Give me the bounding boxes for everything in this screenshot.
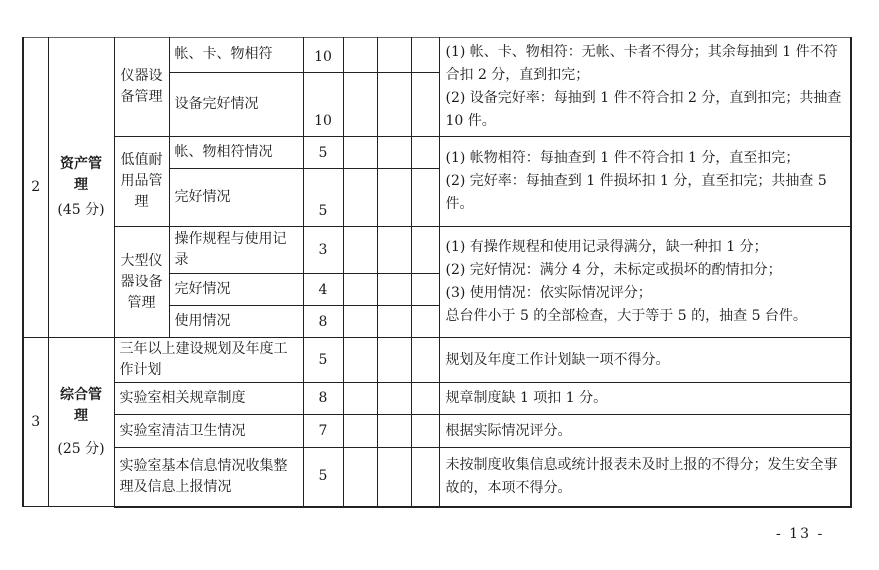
item-name: 完好情况 xyxy=(169,274,303,306)
group-name: 低值耐用品管理 xyxy=(114,137,169,227)
blank-cell xyxy=(377,383,411,415)
blank-cell xyxy=(411,448,439,507)
rule-cell: 未按制度收集信息或统计报表未及时上报的不得分；发生安全事故的，本项不得分。 xyxy=(439,448,851,507)
blank-cell xyxy=(411,338,439,383)
item-name: 操作规程与使用记录 xyxy=(169,227,303,274)
item-points: 10 xyxy=(303,72,343,136)
blank-cell xyxy=(377,169,411,227)
rule-line: (1) 有操作规程和使用记录得满分，缺一种扣 1 分； xyxy=(445,239,768,255)
rule-line: (2) 完好情况：满分 4 分，未标定或损坏的酌情扣分； xyxy=(445,262,782,278)
table-row xyxy=(23,338,851,383)
blank-cell xyxy=(343,306,377,338)
blank-cell xyxy=(343,448,377,507)
blank-cell xyxy=(343,338,377,383)
rule-cell: 根据实际情况评分。 xyxy=(439,415,851,448)
blank-cell xyxy=(411,72,439,136)
table-row xyxy=(23,227,851,274)
evaluation-table xyxy=(22,37,852,508)
rule-line: (2) 设备完好率：每抽到 1 件不符合扣 2 分，直到扣完；共抽查 10 件。 xyxy=(445,90,842,129)
item-points: 10 xyxy=(303,38,343,73)
item-name: 帐、卡、物相符 xyxy=(169,38,303,73)
rule-line: 总台件小于 5 的全部检查，大于等于 5 的，抽查 5 台件。 xyxy=(445,308,807,324)
section-name xyxy=(48,338,114,507)
blank-cell xyxy=(343,415,377,448)
blank-cell xyxy=(343,274,377,306)
item-name: 完好情况 xyxy=(169,169,303,227)
table-row xyxy=(23,448,851,507)
section-score: (45 分) xyxy=(57,202,105,218)
blank-cell xyxy=(377,415,411,448)
item-points: 5 xyxy=(303,338,343,383)
section-name xyxy=(48,38,114,338)
item-points: 8 xyxy=(303,383,343,415)
blank-cell xyxy=(377,274,411,306)
item-points: 7 xyxy=(303,415,343,448)
blank-cell xyxy=(343,383,377,415)
item-name: 实验室相关规章制度 xyxy=(114,383,303,415)
rule-line: (1) 帐、卡、物相符：无帐、卡者不得分；其余每抽到 1 件不符合扣 2 分，直到扣完； xyxy=(445,44,838,83)
group-name: 仪器设备管理 xyxy=(114,38,169,137)
group-name: 大型仪器设备管理 xyxy=(114,227,169,338)
blank-cell xyxy=(343,169,377,227)
item-name: 设备完好情况 xyxy=(169,72,303,136)
section-score: (25 分) xyxy=(57,440,105,457)
section-title: 资产管理 xyxy=(60,156,102,193)
blank-cell xyxy=(377,72,411,136)
blank-cell xyxy=(411,169,439,227)
rule-cell: 规划及年度工作计划缺一项不得分。 xyxy=(439,338,851,383)
blank-cell xyxy=(411,306,439,338)
rule-cell: 规章制度缺 1 项扣 1 分。 xyxy=(439,383,851,415)
item-points: 4 xyxy=(303,274,343,306)
blank-cell xyxy=(377,338,411,383)
rule-line: (2) 完好率：每抽查到 1 件损坏扣 1 分，直至扣完；共抽查 5 件。 xyxy=(445,173,827,212)
item-name: 使用情况 xyxy=(169,306,303,338)
table-row xyxy=(23,415,851,448)
item-points: 5 xyxy=(303,448,343,507)
blank-cell xyxy=(411,227,439,274)
rule-cell xyxy=(439,38,851,137)
table-row xyxy=(23,383,851,415)
table-row xyxy=(23,137,851,169)
blank-cell xyxy=(411,137,439,169)
section-title: 综合管理 xyxy=(60,386,102,424)
blank-cell xyxy=(343,72,377,136)
blank-cell xyxy=(377,448,411,507)
item-name: 帐、物相符情况 xyxy=(169,137,303,169)
page-number: - 13 - xyxy=(776,526,825,542)
blank-cell xyxy=(377,137,411,169)
item-points: 5 xyxy=(303,169,343,227)
blank-cell xyxy=(343,227,377,274)
blank-cell xyxy=(411,274,439,306)
blank-cell xyxy=(377,306,411,338)
section-index: 2 xyxy=(23,38,48,338)
blank-cell xyxy=(411,383,439,415)
blank-cell xyxy=(343,137,377,169)
section-index: 3 xyxy=(23,338,48,507)
blank-cell xyxy=(377,38,411,73)
item-points: 3 xyxy=(303,227,343,274)
blank-cell xyxy=(411,415,439,448)
blank-cell xyxy=(377,227,411,274)
blank-cell xyxy=(343,38,377,73)
item-points: 5 xyxy=(303,137,343,169)
item-name: 三年以上建设规划及年度工作计划 xyxy=(114,338,303,383)
item-name: 实验室基本信息情况收集整理及信息上报情况 xyxy=(114,448,303,507)
rule-line: (3) 使用情况：依实际情况评分； xyxy=(445,285,652,301)
rule-line: (1) 帐物相符：每抽查到 1 件不符合扣 1 分，直至扣完； xyxy=(445,150,800,166)
rule-cell xyxy=(439,137,851,227)
table-row xyxy=(23,38,851,73)
rule-cell xyxy=(439,227,851,338)
blank-cell xyxy=(411,38,439,73)
item-points: 8 xyxy=(303,306,343,338)
item-name: 实验室清洁卫生情况 xyxy=(114,415,303,448)
